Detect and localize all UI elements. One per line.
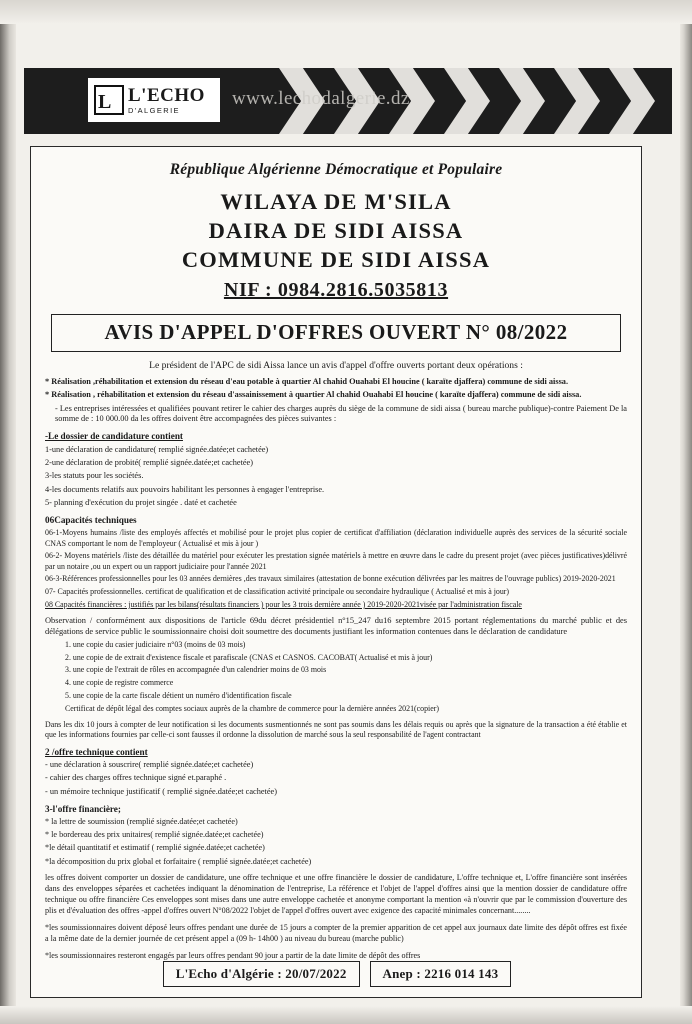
capacite-item: 06-3-Références professionnelles pour les 03 années dernières ,des travaux similaires (attestation de bonne exécution délivrées par les maitres de l'ouvrage publics) 2019-2020-2021 xyxy=(45,574,616,584)
logo-name: L'ECHO xyxy=(128,84,205,106)
observation-paragraph: Observation / conformément aux dispositions de l'article 69du décret présidentiel n°15_247 du16 septembre 2015 portant réglementations du marché public et des délégations de service public le soumissionnaire choisi doit soumettre des documents justifiant les information contenues dans le déclaration de candidature xyxy=(45,616,627,637)
notice-title-box: AVIS D'APPEL D'OFFRES OUVERT N° 08/2022 xyxy=(51,314,621,352)
candidature-item: 3-les statuts pour les sociétés. xyxy=(45,471,144,481)
observation-tail: Certificat de dépôt légal des comptes sociaux auprès de la chambre de commerce pour la dernière années 2021(copier) xyxy=(65,703,439,713)
observation-item: 5. une copie de la carte fiscale détient un numéro d'identification fiscale xyxy=(65,690,292,700)
technique-item: - un mémoire technique justificatif ( remplié signée.datée;et cachetée) xyxy=(45,786,277,796)
scan-edge-right xyxy=(680,0,692,1024)
nif-number: NIF : 0984.2816.5035813 xyxy=(223,279,449,301)
observation-item: 3. une copie de l'extrait de rôles en accompagnée d'un calendrier moins de 03 mois xyxy=(65,665,327,675)
operation-item: * Réalisation ,réhabilitation et extension du réseau d'eau potable à quartier Al chahid Ouahabi El houcine ( karaïte djaffera) commune de sidi aissa. xyxy=(45,376,569,386)
financiere-item: *la décomposition du prix global et forfaitaire ( remplié signée.datée;et cachetée) xyxy=(45,856,312,866)
section-financiere-title: 3-l'offre financière; xyxy=(45,803,121,814)
capacite-item: 06-1-Moyens humains /liste des employés affectés et mobilisé pour le projet plus copier de certificat d'affiliation (déclaration individuelle auprès des services de la sécurité sociale CNAS comportant le nom de l'employeur ( Actualisé et mis à jour ) xyxy=(45,528,627,548)
website-url: www.lechodalgerie.dz xyxy=(232,88,410,109)
chevron-icon xyxy=(499,68,545,134)
capacite-item: 08 Capacités financières : justifiés par les bilans(résultats financiers ) pour les 3 trois dernière année ) 2019-2020-2021visée par l'administration fiscale xyxy=(45,599,522,609)
closing-paragraph-3: *les soumissionnaires resteront engagés par leurs offres pendant 90 jour a partir de la date limite de dépôt des offres xyxy=(45,950,421,960)
wilaya-heading: WILAYA DE M'SILA xyxy=(220,189,452,214)
candidature-item: 5- planning d'exécution du projet singée . daté et cachetée xyxy=(45,498,237,508)
notice-footer xyxy=(31,961,643,987)
closing-paragraph-2: *les soumissionnaires doivent déposé leurs offres pendant une durée de 15 jours a compter de la premier apparition de cet appel aux journaux date limite des dépôt offres est fixée a la même date de la dernier journée de cet présent appel a (09 h- 14h00 ) au niveau du bureau (marche public) xyxy=(45,923,627,944)
capacite-item: 06-2- Moyens matériels /liste des détaillée du matériel pour exécuter les prestation signée matériels à mettre en œuvre dans le cadre du present projet (avec pièces justificatives)délivré par un notaire ,ou un expert ou un rapport judiciaire pour l'année 2021 xyxy=(45,551,627,571)
candidature-item: 1-une déclaration de candidature( remplié signée.datée;et cachetée) xyxy=(45,444,269,454)
chevron-icon xyxy=(554,68,600,134)
financiere-item: * la lettre de soumission (remplié signée.datée;et cachetée) xyxy=(45,816,238,826)
anep-number-box: Anep : 2216 014 143 xyxy=(370,961,512,987)
scan-edge-bottom xyxy=(0,1006,692,1024)
observation-item: 1. une copie du casier judiciaire n°03 (moins de 03 mois) xyxy=(65,639,246,649)
republic-heading: République Algérienne Démocratique et Populaire xyxy=(169,161,503,178)
section-candidature-title: -Le dossier de candidature contient xyxy=(45,431,183,442)
section-capacites-techniques-title: 06Capacités techniques xyxy=(45,515,137,526)
logo-subtitle: D'ALGERIE xyxy=(128,105,180,115)
closing-paragraph-1: les offres doivent comporter un dossier de candidature, une offre technique et une offre financière le dossier de candidature, L'offre technique et, L'offre financière sont insérées dans des enveloppes séparées et cachetées indiquant la dénomination de l'entreprise, La référence et l'objet de l'appel d'offres ainsi que la mention dossier de candidature offre technique ou offre financière Ces enveloppes sont mises dans une autre enveloppe cachetée et anonyme comportant la mention «à n'ouvrir que par le commission d'ouverture des plis et d'évaluation des offres -appel d'offres ouvert N°08/2022 l'objet de l'appel d'offres ouvert avec exigence des capacité minimales concernant........ xyxy=(45,873,627,916)
operation-item: * Réalisation , réhabilitation et extension du réseau d'assainissement à quartier Al chahid Ouahabi El houcine ( karaïte djaffera) commune de sidi aissa. xyxy=(45,390,582,400)
daira-heading: DAIRA DE SIDI AISSA xyxy=(208,218,464,243)
intro-paragraph: Le président de l'APC de sidi Aissa lance un avis d'appel d'offre ouverts portant deux opérations : xyxy=(149,360,523,371)
financiere-item: * le bordereau des prix unitaires( remplié signée.datée;et cachetée) xyxy=(45,829,264,839)
technique-item: - une déclaration à souscrire( remplié signée.datée;et cachetée) xyxy=(45,759,254,769)
technique-item: - cahier des charges offres technique signé et.paraphé . xyxy=(45,773,227,783)
newspaper-header-band xyxy=(24,68,672,134)
capacite-item: 07- Capacités professionnelles. certificat de qualification et de classification activité principale ou secondaire hydraulique ( Actualisé et mis à jour) xyxy=(45,587,510,597)
chevron-icon xyxy=(609,68,655,134)
logo-mark-icon: L xyxy=(94,85,124,115)
section-technique-title: 2 /offre technique contient xyxy=(45,746,148,757)
observation-item: 4. une copie de registre commerce xyxy=(65,678,174,688)
commune-heading: COMMUNE DE SIDI AISSA xyxy=(181,247,491,272)
tender-notice xyxy=(30,146,642,998)
scan-edge-top xyxy=(0,0,692,24)
scan-edge-left xyxy=(0,0,16,1024)
echo-dalgerie-logo xyxy=(88,78,220,122)
observation-item: 2. une copie de de extrait d'existence fiscale et parafiscale (CNAS et CASNOS. CACOBAT( Actualisé et mis à jour) xyxy=(65,652,433,662)
financiere-item: *le détail quantitatif et estimatif ( remplié signée.datée;et cachetée) xyxy=(45,843,265,853)
chevron-icon xyxy=(444,68,490,134)
delai-note: Dans les dix 10 jours à compter de leur notification si les documents susmentionnés ne sont pas soumis dans les délais requis ou après que la signature de la transaction a été établie et que les informations fournies par celle-ci sont fausses il ordonne la dissolution de marché sous la seul responsabilité de l'agent contractant xyxy=(45,720,627,740)
candidature-item: 2-une déclaration de probité( remplié signée.datée;et cachetée) xyxy=(45,457,254,467)
journal-date-box: L'Echo d'Algérie : 20/07/2022 xyxy=(163,961,360,987)
retrait-paragraph: - Les entreprises intéressées et qualifiées pouvant retirer le cahier des charges auprès du siège de la commune de sidi aissa ( bureau marche publique)-contre Paiement De la somme de : 10 000.00 da les offres doivent être accompagnées des pièces suivantes : xyxy=(55,403,627,424)
candidature-item: 4-les documents relatifs aux pouvoirs habilitant les personnes à engager l'entreprise. xyxy=(45,484,325,494)
